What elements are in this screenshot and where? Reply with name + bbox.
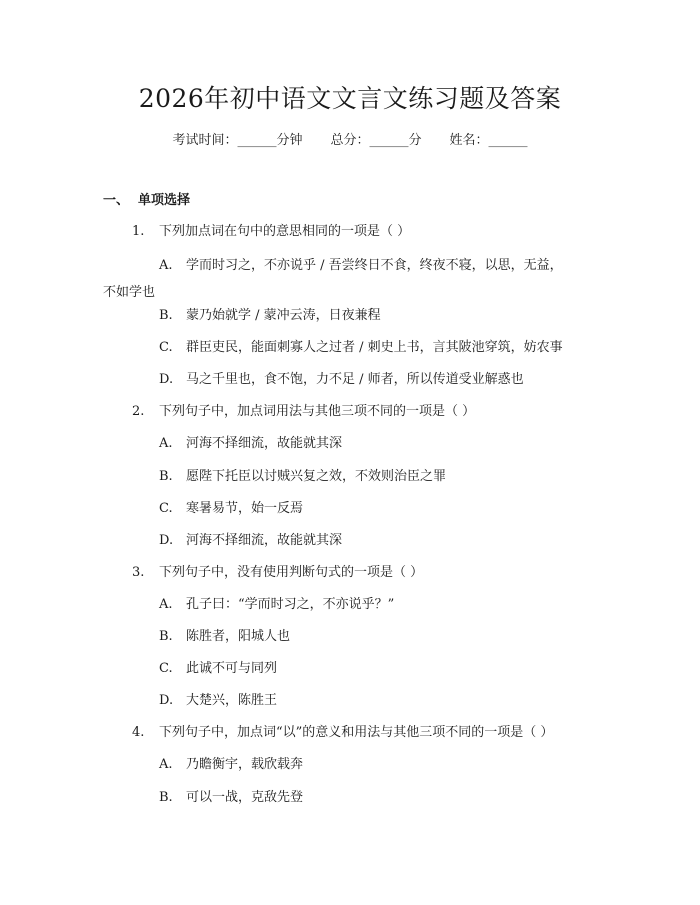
question-number: 3. bbox=[132, 565, 145, 580]
question-3 bbox=[132, 563, 423, 583]
question-1 bbox=[132, 222, 410, 242]
option-text: 学而时习之，不亦说乎 / 吾尝终日不食，终夜不寝，以思，无益， bbox=[186, 258, 563, 273]
question-4 bbox=[132, 723, 553, 743]
option-1d bbox=[159, 370, 524, 390]
section-heading bbox=[103, 191, 190, 211]
option-letter: A. bbox=[159, 757, 173, 772]
option-letter: B. bbox=[159, 629, 173, 644]
option-letter: A. bbox=[159, 597, 173, 612]
question-text: 下列句子中，加点词用法与其他三项不同的一项是（ ） bbox=[159, 404, 476, 419]
option-letter: C. bbox=[159, 340, 173, 355]
time-label: 考试时间： bbox=[172, 133, 238, 148]
option-2a bbox=[159, 434, 342, 454]
question-text: 下列加点词在句中的意思相同的一项是（ ） bbox=[159, 224, 411, 239]
option-4a bbox=[159, 755, 303, 775]
option-4b bbox=[159, 788, 303, 808]
option-3b bbox=[159, 627, 290, 647]
question-number: 1. bbox=[132, 224, 145, 239]
option-letter: A. bbox=[159, 436, 173, 451]
page-title: 2026年初中语文文言文练习题及答案 bbox=[138, 84, 562, 113]
option-text: 蒙乃始就学 / 蒙冲云涛，日夜兼程 bbox=[186, 308, 381, 323]
option-text: 此诚不可与同列 bbox=[186, 661, 278, 676]
question-2 bbox=[132, 402, 475, 422]
option-text: 河海不择细流，故能就其深 bbox=[186, 436, 343, 451]
option-1a bbox=[103, 252, 603, 306]
option-text: 马之千里也，食不饱，力不足 / 师者，所以传道受业解惑也 bbox=[186, 372, 524, 387]
score-unit: 分 bbox=[408, 133, 422, 148]
option-2d bbox=[159, 531, 342, 551]
option-2b bbox=[159, 467, 446, 487]
name-blank: ______ bbox=[488, 133, 528, 148]
name-label: 姓名： bbox=[449, 133, 489, 148]
option-3c bbox=[159, 659, 277, 679]
question-number: 4. bbox=[132, 725, 145, 740]
option-2c bbox=[159, 499, 303, 519]
option-text: 河海不择细流，故能就其深 bbox=[186, 533, 343, 548]
option-text: 陈胜者，阳城人也 bbox=[186, 629, 291, 644]
option-text: 寒暑易节，始一反焉 bbox=[186, 501, 304, 516]
score-blank: ______ bbox=[369, 133, 409, 148]
option-letter: B. bbox=[159, 469, 173, 484]
option-letter: B. bbox=[159, 790, 173, 805]
question-text: 下列句子中，没有使用判断句式的一项是（ ） bbox=[159, 565, 424, 580]
score-label: 总分： bbox=[330, 133, 370, 148]
option-letter: D. bbox=[159, 693, 174, 708]
time-blank: ______ bbox=[237, 133, 277, 148]
option-text: 孔子曰：“学而时习之，不亦说乎？” bbox=[186, 597, 395, 612]
option-letter: B. bbox=[159, 308, 173, 323]
section-number: 一、 bbox=[103, 193, 130, 208]
question-number: 2. bbox=[132, 404, 145, 419]
option-text: 乃瞻衡宇，载欣载奔 bbox=[186, 757, 304, 772]
option-letter: D. bbox=[159, 372, 174, 387]
option-3d bbox=[159, 691, 277, 711]
option-letter: A. bbox=[159, 258, 173, 273]
option-text: 可以一战，克敌先登 bbox=[186, 790, 304, 805]
time-unit: 分钟 bbox=[276, 133, 303, 148]
question-text: 下列句子中，加点词“以”的意义和用法与其他三项不同的一项是（ ） bbox=[159, 725, 554, 740]
option-3a bbox=[159, 595, 394, 615]
option-text: 群臣吏民，能面刺寡人之过者 / 刺史上书，言其陂池穿筑，妨农事 bbox=[186, 340, 563, 355]
option-letter: D. bbox=[159, 533, 174, 548]
option-text: 愿陛下托臣以讨贼兴复之效，不效则治臣之罪 bbox=[186, 469, 447, 484]
section-title: 单项选择 bbox=[138, 193, 191, 208]
option-letter: C. bbox=[159, 501, 173, 516]
option-letter: C. bbox=[159, 661, 173, 676]
option-text-continued: 不如学也 bbox=[103, 285, 156, 300]
option-text: 大楚兴，陈胜王 bbox=[186, 693, 278, 708]
exam-info-line bbox=[0, 131, 700, 151]
option-1c bbox=[159, 338, 563, 358]
option-1b bbox=[159, 306, 381, 326]
